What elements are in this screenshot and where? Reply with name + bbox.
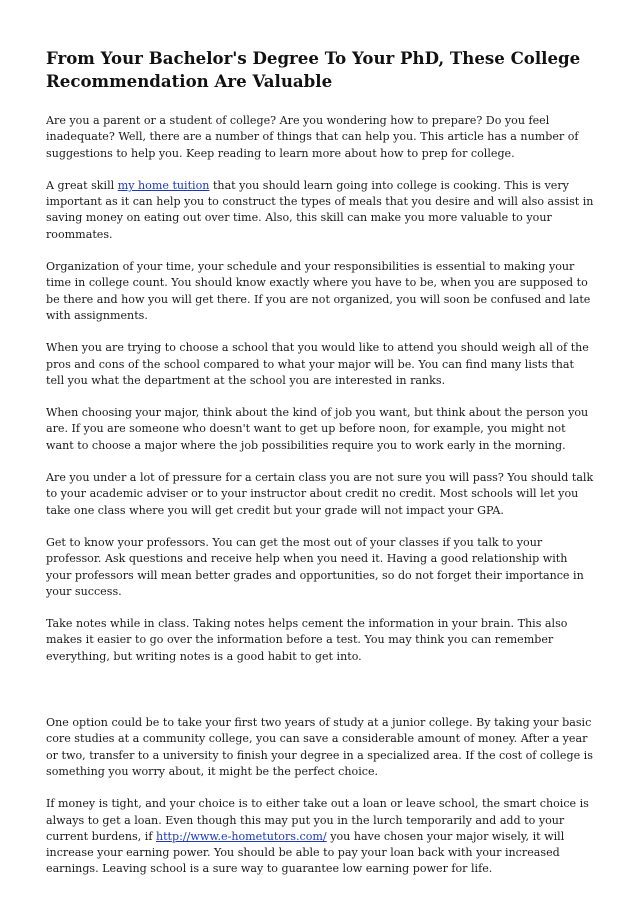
- paragraph-choose-school: When you are trying to choose a school that you would like to attend you should weigh all of the pros and cons of the school compared to what your major will be. You can find many lists that tell you what the department at the school you are interested in ranks.: [46, 341, 589, 387]
- paragraph-text: that you should learn going into college is cooking. This is very important as it can help you to construct the types of meals that you desire and will also assist in saving money on eating out over time. Also, this skill can make you more valuable to your roommates.: [46, 178, 594, 241]
- paragraph-organization: Organization of your time, your schedule and your responsibilities is essential to making your time in college count. You should know exactly where you have to be, when you are supposed to be there and how you will get there. If you are not organized, you will soon be confused and late with assignments.: [46, 260, 591, 322]
- home-tuition-link[interactable]: my home tuition: [117, 178, 210, 192]
- paragraph-intro: Are you a parent or a student of college? Are you wondering how to prepare? Do you feel inadequate? Well, there are a number of things that can help you. This article has a number of suggestions to help you. Keep reading to learn more about how to prep for college.: [46, 114, 579, 160]
- e-hometutors-link[interactable]: http://www.e-hometutors.com/: [155, 829, 327, 843]
- paragraph-choose-major: When choosing your major, think about the kind of job you want, but think about the person you are. If you are someone who doesn't want to get up before noon, for example, you might not want to choose a major where the job possibilities require you to work early in the morning.: [46, 406, 589, 452]
- page-title: From Your Bachelor's Degree To Your PhD, These College Recommendation Are Valuable: [46, 48, 581, 91]
- paragraph-notes: Take notes while in class. Taking notes helps cement the information in your brain. This also makes it easier to go over the information before a test. You may think you can remember everything, but writing notes is a good habit to get into.: [46, 617, 568, 663]
- paragraph-junior-college: One option could be to take your first two years of study at a junior college. By taking your basic core studies at a community college, you can save a considerable amount of money. After a year or two, transfer to a university to finish your degree in a specialized area. If the cost of college is something you worry about, it might be the perfect choice.: [46, 716, 593, 778]
- paragraph-professors: Get to know your professors. You can get the most out of your classes if you talk to your professor. Ask questions and receive help when you need it. Having a good relationship with your professors will mean better grades and opportunities, so do not forget their importance in your success.: [46, 535, 584, 598]
- paragraph-text: If money is tight, and your choice is to either take out a loan or leave school, the smart choice is always to get a loan. Even though this may put you in the lurch temporarily and add to your current burdens, if: [46, 797, 589, 843]
- paragraph-text: A great skill: [46, 178, 118, 192]
- blank-space: [46, 681, 594, 715]
- paragraph-loan: [46, 796, 594, 877]
- paragraph-cooking: [46, 178, 594, 243]
- paragraph-pressure: Are you under a lot of pressure for a certain class you are not sure you will pass? You should talk to your academic adviser or to your instructor about credit no credit. Most schools will let you take one class where you will get credit but your grade will not impact your GPA.: [46, 471, 594, 517]
- document-page: [46, 47, 594, 894]
- paragraph-text: you have chosen your major wisely, it will increase your earning power. You should be able to pay your loan back with your increased earnings. Leaving school is a sure way to guarantee low earning power for life.: [46, 829, 565, 876]
